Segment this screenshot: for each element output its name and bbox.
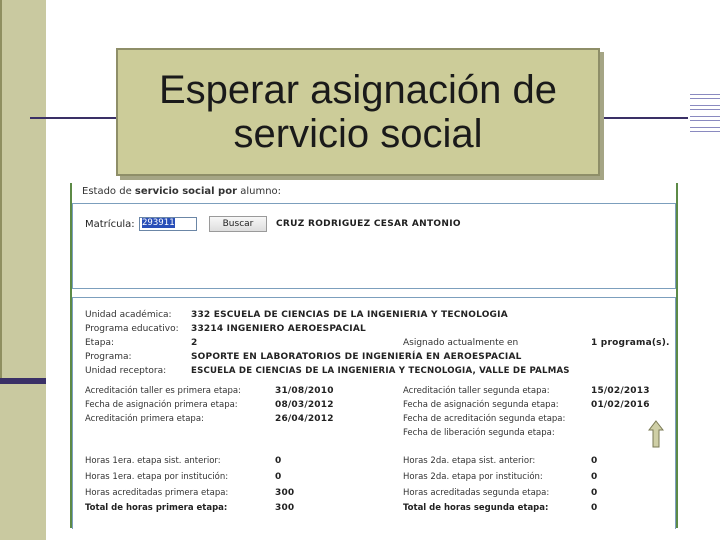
decorative-stripes	[690, 94, 720, 138]
unidad-receptora-label: Unidad receptora:	[85, 366, 167, 376]
horas-2-inst-value: 0	[591, 472, 598, 482]
programa-educativo-label: Programa educativo:	[85, 324, 179, 334]
etapa-label: Etapa:	[85, 338, 114, 348]
title-rule-right	[598, 117, 688, 119]
total-2-value: 0	[591, 503, 598, 513]
title-rule-left	[30, 117, 120, 119]
acred-taller-1-label: Acreditación taller es primera etapa:	[85, 386, 241, 396]
info-panel	[72, 297, 676, 529]
slide-left-bar	[0, 0, 46, 540]
fecha-acred-2-label: Fecha de acreditación segunda etapa:	[403, 414, 566, 424]
horas-1-inst-value: 0	[275, 472, 282, 482]
matricula-value: 293911	[142, 218, 175, 228]
horas-1-inst-label: Horas 1era. etapa por institución:	[85, 472, 229, 482]
screen-header	[82, 186, 281, 197]
horas-acred-2-value: 0	[591, 488, 598, 498]
matricula-input[interactable]	[139, 217, 197, 231]
buscar-button[interactable]: Buscar	[209, 216, 267, 232]
programa-value: SOPORTE EN LABORATORIOS DE INGENIERÍA EN AEROESPACIAL	[191, 352, 522, 362]
search-panel	[72, 203, 676, 289]
fecha-asig-2-label: Fecha de asignación segunda etapa:	[403, 400, 559, 410]
slide-left-line	[0, 0, 2, 380]
asignado-label: Asignado actualmente en	[403, 338, 519, 348]
fecha-asig-1-value: 08/03/2012	[275, 400, 334, 410]
screen-header-prefix: Estado de	[82, 186, 135, 197]
acred-taller-1-value: 31/08/2010	[275, 386, 334, 396]
embedded-screenshot	[70, 183, 678, 528]
horas-acred-1-value: 300	[275, 488, 295, 498]
horas-1-ant-value: 0	[275, 456, 282, 466]
unidad-receptora-value: ESCUELA DE CIENCIAS DE LA INGENIERIA Y TECNOLOGIA, VALLE DE PALMAS	[191, 366, 570, 376]
up-arrow-icon[interactable]	[648, 420, 664, 448]
fecha-asig-1-label: Fecha de asignación primera etapa:	[85, 400, 238, 410]
matricula-label: Matrícula:	[85, 219, 135, 230]
acred-1-value: 26/04/2012	[275, 414, 334, 424]
unidad-academica-value: 332 ESCUELA DE CIENCIAS DE LA INGENIERIA Y TECNOLOGIA	[191, 310, 508, 320]
programa-label: Programa:	[85, 352, 132, 362]
unidad-academica-label: Unidad académica:	[85, 310, 172, 320]
screen-right-border	[676, 183, 678, 528]
screen-header-suffix: alumno:	[237, 186, 282, 197]
acred-taller-2-label: Acreditación taller segunda etapa:	[403, 386, 550, 396]
slide-left-accent	[0, 378, 46, 384]
student-name: CRUZ RODRIGUEZ CESAR ANTONIO	[276, 219, 461, 229]
fecha-asig-2-value: 01/02/2016	[591, 400, 650, 410]
screen-header-bold: servicio social por	[134, 186, 238, 197]
horas-1-ant-label: Horas 1era. etapa sist. anterior:	[85, 456, 221, 466]
horas-acred-1-label: Horas acreditadas primera etapa:	[85, 488, 229, 498]
total-2-label: Total de horas segunda etapa:	[403, 503, 549, 513]
etapa-value: 2	[191, 338, 198, 348]
total-1-value: 300	[275, 503, 295, 513]
horas-2-ant-label: Horas 2da. etapa sist. anterior:	[403, 456, 536, 466]
slide-title: Esperar asignación de servicio social	[158, 68, 558, 156]
total-1-label: Total de horas primera etapa:	[85, 503, 228, 513]
programa-educativo-value: 33214 INGENIERO AEROESPACIAL	[191, 324, 366, 334]
acred-taller-2-value: 15/02/2013	[591, 386, 650, 396]
acred-1-label: Acreditación primera etapa:	[85, 414, 204, 424]
horas-2-inst-label: Horas 2da. etapa por institución:	[403, 472, 543, 482]
slide-title-box	[116, 48, 600, 176]
asignado-value: 1 programa(s).	[591, 338, 670, 348]
horas-2-ant-value: 0	[591, 456, 598, 466]
horas-acred-2-label: Horas acreditadas segunda etapa:	[403, 488, 550, 498]
fecha-lib-2-label: Fecha de liberación segunda etapa:	[403, 428, 555, 438]
